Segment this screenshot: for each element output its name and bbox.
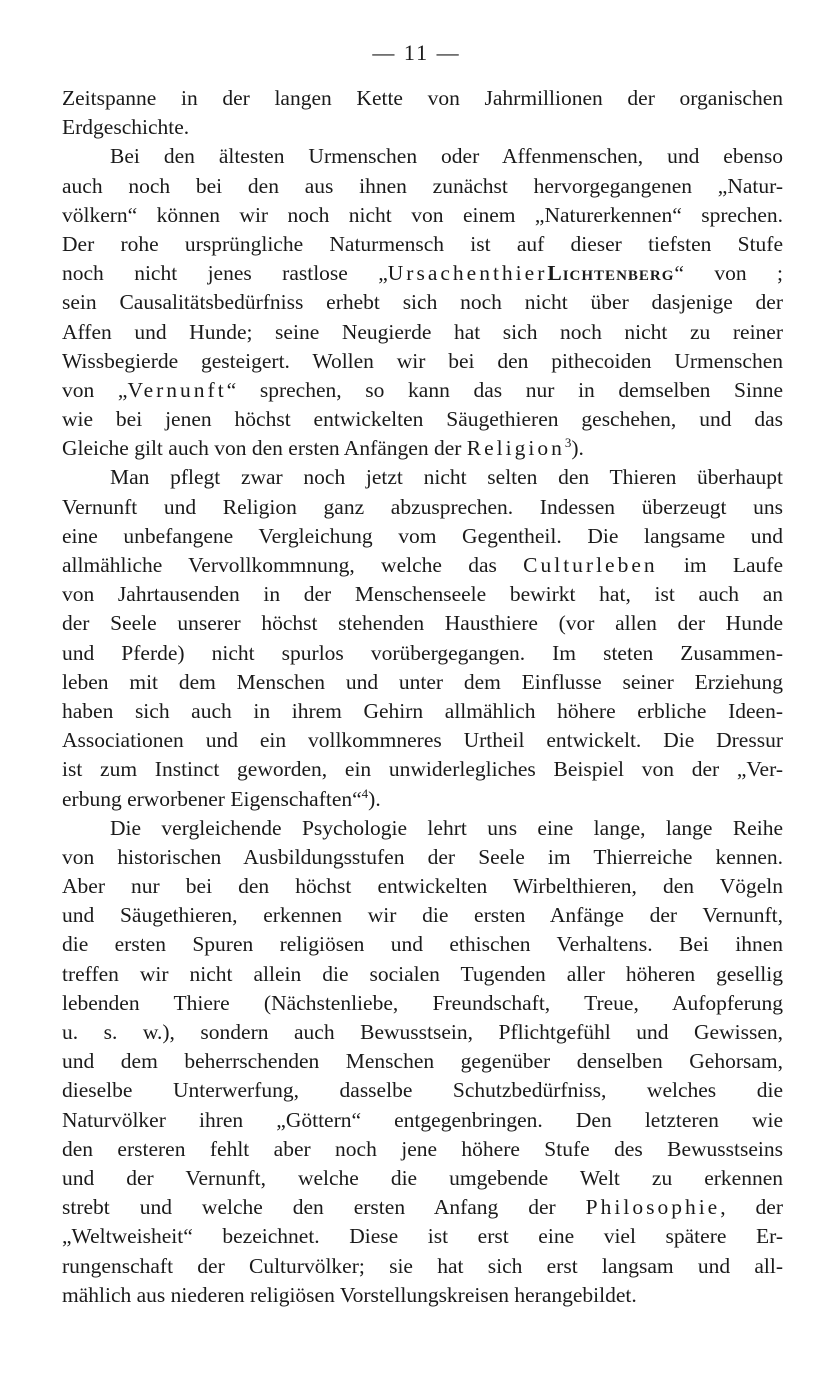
text-line: und Pferde) nicht spurlos vorübergegangen. Im steten Zusammen- <box>62 640 783 665</box>
text-line <box>62 1193 783 1222</box>
text-line: den ersteren fehlt aber noch jene höhere Stufe des Bewusstseins <box>62 1136 783 1161</box>
text-line: mählich aus niederen religiösen Vorstellungskreisen herangebildet. <box>62 1282 637 1307</box>
text-line: lebenden Thiere (Nächstenliebe, Freundschaft, Treue, Aufopferung <box>62 990 783 1015</box>
text-run: ). <box>571 436 584 461</box>
text-line: sein Causalitätsbedürfniss erhebt sich noch nicht über dasjenige der <box>62 290 783 315</box>
text-line: wie bei jenen höchst entwickelten Säugethieren geschehen, und das <box>62 407 783 432</box>
text-line: und dem beherrschenden Menschen gegenüber denselben Gehorsam, <box>62 1049 783 1074</box>
text-line: Zeitspanne in der langen Kette von Jahrmillionen der organischen <box>62 86 783 110</box>
text-line: Der rohe ursprüngliche Naturmensch ist auf dieser tiefsten Stufe <box>62 231 783 256</box>
footnote-ref: 3 <box>564 435 572 451</box>
text-line: Affen und Hunde; seine Neugierde hat sich noch nicht zu reiner <box>62 319 783 344</box>
text-line: von Jahrtausenden in der Menschenseele bewirkt hat, ist auch an <box>62 582 783 607</box>
text-line: völkern“ können wir noch nicht von einem „Naturerkennen“ sprechen. <box>62 202 783 227</box>
text-run: “ von <box>674 261 778 286</box>
text-line: dieselbe Unterwerfung, dasselbe Schutzbedürfniss, welches die <box>62 1078 783 1103</box>
text-line: der Seele unserer höchst stehenden Hausthiere (vor allen der Hunde <box>62 611 783 636</box>
text-run: ). <box>368 786 381 811</box>
text-line <box>62 376 783 405</box>
spaced-emphasis: Religion <box>466 436 565 461</box>
spaced-emphasis: Vernunft <box>127 377 227 402</box>
text-run: strebt und welche den ersten Anfang der <box>62 1195 586 1220</box>
text-line <box>62 434 783 463</box>
paragraph <box>62 814 783 1310</box>
paragraph <box>62 84 783 142</box>
text-run: ; <box>777 261 783 286</box>
text-run: “ sprechen, so kann das nur in demselben Sinne <box>226 377 783 402</box>
text-run: im Laufe <box>657 553 783 577</box>
text-line: „Weltweisheit“ bezeichnet. Diese ist erst eine viel spätere Er- <box>62 1224 783 1249</box>
page-number: — 11 — <box>372 40 461 65</box>
footnote-ref: 4 <box>361 785 369 801</box>
text-line: Erdgeschichte. <box>62 115 190 140</box>
text-run: erbung erworbener Eigenschaften“ <box>62 786 362 811</box>
paragraph <box>62 142 783 463</box>
text-run: Gleiche gilt auch von den ersten Anfängen der <box>62 436 467 461</box>
text-line: Wissbegierde gesteigert. Wollen wir bei den pithecoiden Urmenschen <box>62 348 783 373</box>
text-line: Naturvölker ihren „Göttern“ entgegenbringen. Den letzteren wie <box>62 1107 783 1132</box>
text-run: , der <box>720 1195 783 1220</box>
spaced-emphasis: Philosophie <box>585 1195 721 1220</box>
body-text <box>62 84 783 1310</box>
text-line: und Säugethieren, erkennen wir die ersten Anfänge der Vernunft, <box>62 903 783 928</box>
text-line: Man pflegt zwar noch jetzt nicht selten den Thieren überhaupt <box>110 465 783 490</box>
text-line: eine unbefangene Vergleichung vom Gegentheil. Die langsame und <box>62 523 783 548</box>
text-line: leben mit dem Menschen und unter dem Einflusse seiner Erziehung <box>62 669 783 694</box>
text-line: die ersten Spuren religiösen und ethischen Verhaltens. Bei ihnen <box>62 932 783 957</box>
text-line <box>62 551 783 580</box>
text-line: haben sich auch in ihrem Gehirn allmählich höhere erbliche Ideen- <box>62 698 783 723</box>
spaced-emphasis: Culturleben <box>523 553 658 577</box>
text-line <box>62 785 783 814</box>
text-run: noch nicht jenes rastlose „ <box>62 261 388 286</box>
text-line: und der Vernunft, welche die umgebende Welt zu erkennen <box>62 1165 783 1190</box>
text-line: Vernunft und Religion ganz abzusprechen. Indessen überzeugt uns <box>62 494 783 519</box>
text-line: auch noch bei den aus ihnen zunächst hervorgegangenen „Natur- <box>62 173 783 198</box>
text-line: Aber nur bei den höchst entwickelten Wirbelthieren, den Vögeln <box>62 874 783 899</box>
text-line: Associationen und ein vollkommneres Urtheil entwickelt. Die Dressur <box>62 728 783 753</box>
text-line: von historischen Ausbildungsstufen der Seele im Thierreiche kennen. <box>62 844 783 869</box>
spaced-emphasis: Ursachenthier <box>387 261 548 286</box>
text-run: allmähliche Vervollkommnung, welche das <box>62 553 524 577</box>
text-run: von „ <box>62 377 128 402</box>
text-line: u. s. w.), sondern auch Bewusstsein, Pflichtgefühl und Gewissen, <box>62 1020 783 1044</box>
text-line: ist zum Instinct geworden, ein unwiderlegliches Beispiel von der „Ver- <box>62 757 783 782</box>
text-line: rungenschaft der Culturvölker; sie hat sich erst langsam und all- <box>62 1253 783 1278</box>
text-line: Die vergleichende Psychologie lehrt uns eine lange, lange Reihe <box>110 815 783 840</box>
author-name: Lichtenberg <box>547 261 675 286</box>
text-line: Bei den ältesten Urmenschen oder Affenmenschen, und ebenso <box>110 144 783 169</box>
text-line: treffen wir nicht allein die socialen Tugenden aller höheren gesellig <box>62 961 783 986</box>
text-line <box>62 259 783 288</box>
paragraph <box>62 463 783 813</box>
